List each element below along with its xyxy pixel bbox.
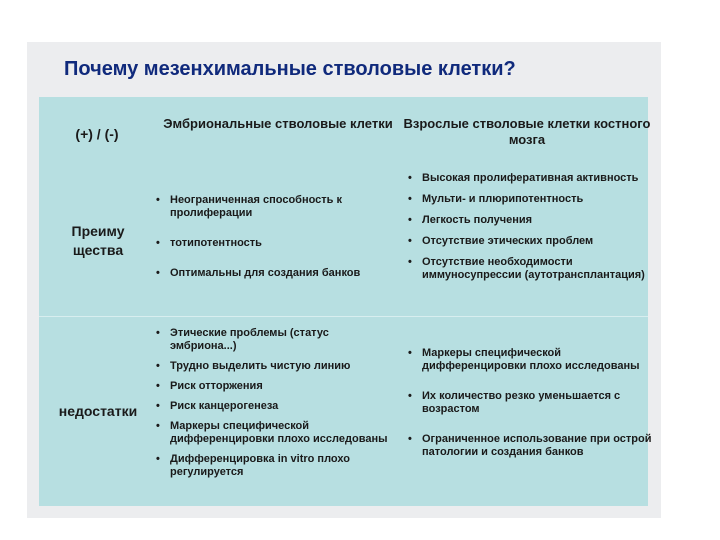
row-label-disadvantages: недостатки	[58, 403, 138, 419]
list-item: • тотипотентность	[154, 237, 394, 250]
list-item: • Их количество резко уменьшается с возрастом	[406, 390, 652, 416]
row-divider	[39, 316, 648, 317]
list-item: • Дифференцировка in vitro плохо регулируется	[154, 453, 394, 479]
list-item: • Мульти- и плюрипотентность	[406, 193, 652, 206]
header-embryonic: Эмбриональные стволовые клетки	[163, 116, 393, 131]
list-item: • Маркеры специфической дифференцировки плохо исследованы	[154, 420, 394, 446]
list-item: • Отсутствие этических проблем	[406, 235, 652, 248]
row-label-advantages: Преиму щества	[71, 223, 125, 258]
header-sign: (+) / (-)	[75, 126, 119, 142]
header-adult: Взрослые стволовые клетки костного мозга	[403, 116, 651, 147]
adult-advantages-list	[406, 172, 652, 290]
list-item: • Оптимальны для создания банков	[154, 267, 394, 280]
list-item: • Отсутствие необходимости иммуносупрессии (аутотрансплантация)	[406, 256, 652, 282]
list-item: • Риск отторжения	[154, 380, 394, 393]
adult-disadvantages-list	[406, 347, 652, 476]
list-item: • Трудно выделить чистую линию	[154, 360, 394, 373]
list-item: • Маркеры специфической дифференцировки плохо исследованы	[406, 347, 652, 373]
list-item: • Неограниченная способность к пролиферации	[154, 194, 394, 220]
list-item: • Легкость получения	[406, 214, 652, 227]
slide-title: Почему мезенхимальные стволовые клетки?	[64, 58, 516, 80]
list-item: • Ограниченное использование при острой патологии и создания банков	[406, 433, 652, 459]
list-item: • Высокая пролиферативная активность	[406, 172, 652, 185]
embryonic-advantages-list	[154, 194, 394, 297]
embryonic-disadvantages-list	[154, 327, 394, 486]
list-item: • Риск канцерогенеза	[154, 400, 394, 413]
list-item: • Этические проблемы (статус эмбриона...)	[154, 327, 394, 353]
